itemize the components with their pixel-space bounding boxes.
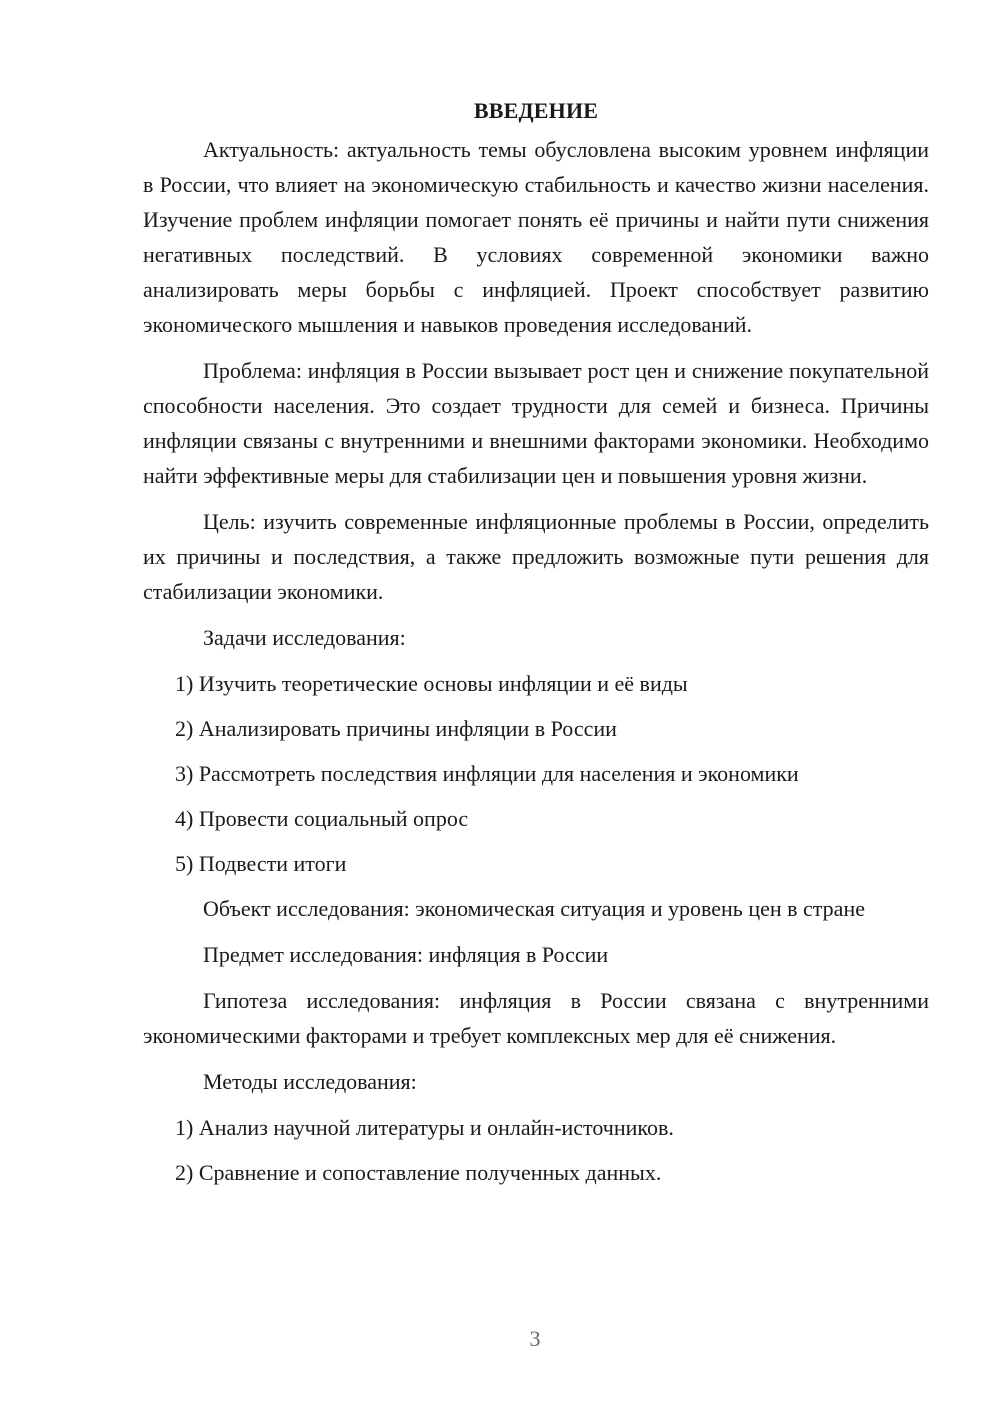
task-item: 4) Провести социальный опрос [175,806,469,831]
task-item: 5) Подвести итоги [175,851,347,876]
problem-paragraph: Проблема: инфляция в России вызывает рост цен и снижение покупательной способности населения. Это создает трудности для семей и бизнеса. Причины инфляции связаны с внутренними и внешними факторами экономики. Необходимо найти эффективные меры для стабилизации цен и повышения уровня жизни. [143,358,929,488]
tasks-list [143,666,929,881]
document-page [143,96,929,1200]
goal-paragraph: Цель: изучить современные инфляционные проблемы в России, определить их причины и последствия, а также предложить возможные пути решения для стабилизации экономики. [143,509,929,604]
section-heading: ВВЕДЕНИЕ [473,98,599,123]
task-item: 2) Анализировать причины инфляции в России [175,716,617,741]
method-item: 2) Сравнение и сопоставление полученных данных. [175,1160,662,1185]
tasks-label: Задачи исследования: [203,625,406,650]
hypothesis-paragraph: Гипотеза исследования: инфляция в России связана с внутренними экономическими факторами и требует комплексных мер для её снижения. [143,988,929,1048]
object-paragraph: Объект исследования: экономическая ситуация и уровень цен в стране [203,896,865,921]
subject-paragraph: Предмет исследования: инфляция в России [203,942,609,967]
task-item: 1) Изучить теоретические основы инфляции и её виды [175,671,688,696]
task-item: 3) Рассмотреть последствия инфляции для населения и экономики [175,761,799,786]
relevance-paragraph: Актуальность: актуальность темы обусловлена высоким уровнем инфляции в России, что влияет на экономическую стабильность и качество жизни населения. Изучение проблем инфляции помогает понять её причины и найти пути снижения негативных последствий. В условиях современной экономики важно анализировать меры борьбы с инфляцией. Проект способствует развитию экономического мышления и навыков проведения исследований. [143,137,929,337]
method-item: 1) Анализ научной литературы и онлайн-источников. [175,1115,674,1140]
page-number: 3 [529,1326,541,1351]
methods-label: Методы исследования: [203,1069,417,1094]
methods-list [143,1110,929,1190]
